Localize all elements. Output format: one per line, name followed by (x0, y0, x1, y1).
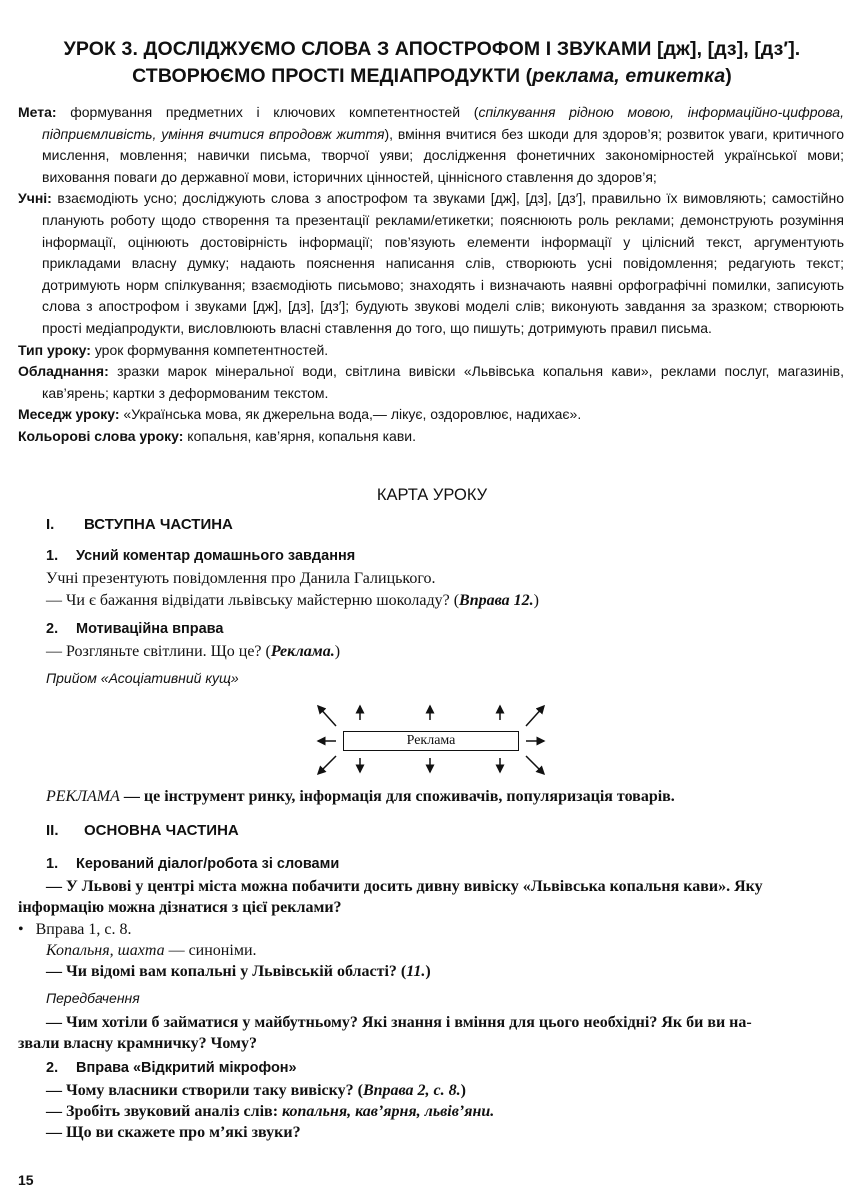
sub-number: 2. (46, 621, 59, 637)
section-2-heading (46, 822, 239, 839)
section-2-title: ОСНОВНА ЧАСТИНА (84, 822, 239, 839)
technique-label: Прийом «Асоціативний кущ» (46, 670, 239, 686)
pupils-text: взаємодіють усно; досліджують слова з апострофом та звуками [дж], [дз], [дз′], правильно їх вимовляють; самостійно планують роботу щодо створення та презентації реклами/етикетки; пояснюють роль реклами; демонструють розуміння інформації, оцінюють достовірність інформації; пов’язують елементи інформації у цілісний текст, аргументують прикладами власну думку; надають пояснення написання слів, створюють усні повідомлення; редагують текст; дотримують норм спілкування; взаємодіють письмово; знаходять і визначають наявні орфографічні помилки, записують слова з апострофом і звуками [дж], [дз], [дз′]; будують звукові моделі слів; виконують завдання за зразком; створюють прості медіапродукти, висловлюють власні ставлення до того, що пишуть; дотримують правил письма. (42, 190, 844, 336)
arrow-up-left (318, 706, 336, 726)
message-text: «Українська мова, як джерельна вода,— лікує, оздоровлює, надихає». (119, 406, 582, 423)
sub-title: Усний коментар домашнього завдання (76, 548, 356, 564)
text-line (46, 592, 539, 610)
text-part: ) (334, 643, 341, 660)
sub-title: Керований діалог/робота зі словами (76, 856, 340, 872)
text-part: — Чому власники створили таку вивіску? ( (46, 1082, 363, 1099)
title-line-2-main: СТВОРЮЄМО ПРОСТІ МЕДІАПРОДУКТИ ( (132, 65, 533, 87)
text-part: — Чи відомі вам копальні у Львівській області? ( (46, 963, 407, 980)
text-line (46, 1082, 466, 1100)
arrow-up-right (526, 706, 544, 726)
text-part-italic: 11. (406, 963, 426, 980)
type-label: Тип уроку: (18, 341, 91, 358)
pupils-label: Учні: (18, 190, 52, 207)
text-line (46, 942, 257, 960)
lesson-map-title: КАРТА УРОКУ (376, 486, 488, 504)
section-2-sub-2-heading (46, 1060, 297, 1076)
sub-number: 1. (46, 856, 59, 872)
text-part: ) (425, 963, 431, 980)
sub-number: 1. (46, 548, 59, 564)
text-part-italic: Копальня, шахта (46, 942, 165, 959)
goal-text-1: формування предметних і ключових компетентностей ( (56, 104, 479, 120)
equipment-paragraph (18, 361, 844, 404)
text-line: — У Львові у центрі міста можна побачити досить дивну вивіску «Львівська копальня кави». Яку (46, 878, 763, 895)
arrow-down-left (318, 756, 336, 774)
sub-title: Вправа «Відкритий мікрофон» (76, 1060, 297, 1076)
bullet-icon: • (18, 921, 36, 938)
text-line (46, 643, 340, 661)
text-line: — Чим хотіли б займатися у майбутньому? Які знання і вміння для цього необхідні? Як би ви на- (46, 1014, 752, 1031)
section-1-number: I. (46, 516, 55, 533)
color-words-label: Кольорові слова уроку: (18, 427, 184, 444)
equipment-label: Обладнання: (18, 363, 109, 380)
section-2-number: II. (46, 822, 59, 839)
sub-number: 2. (46, 1060, 59, 1076)
section-1-heading (46, 516, 233, 533)
text-part: ) (460, 1082, 466, 1099)
goal-label: Мета: (18, 104, 57, 120)
text-part: — Чи є бажання відвідати львівську майстерню шоколаду? ( (46, 592, 460, 609)
equipment-text: зразки марок мінеральної води, світлина вивіски «Львівська копальня кави», реклами послуг, магазинів, кав’ярень; картки з деформованим текстом. (42, 363, 844, 401)
advertising-box: Реклама (343, 731, 519, 751)
sub-title: Мотиваційна вправа (76, 621, 224, 637)
text-line: звали власну крамничку? Чому? (18, 1035, 257, 1052)
pupils-paragraph (18, 188, 844, 339)
text-part: — Зробіть звуковий аналіз слів: (46, 1103, 283, 1120)
section-1-title: ВСТУПНА ЧАСТИНА (84, 516, 233, 533)
definition-term: РЕКЛАМА (46, 788, 120, 805)
prediction-label: Передбачення (46, 990, 140, 1006)
text-part-italic: Реклама. (270, 643, 335, 660)
goal-text-italic: спілкування рідною мовою, інформаційно-цифрова, підприємливість, уміння вчитися впродовж життя (42, 104, 844, 142)
message-label: Меседж уроку: (18, 406, 120, 423)
type-text: урок формування компетентностей. (90, 341, 329, 358)
text-part: ) (533, 592, 539, 609)
color-words-paragraph (18, 426, 844, 448)
goal-paragraph (18, 102, 844, 188)
definition-text: — це інструмент ринку, інформація для споживачів, популяризація товарів. (119, 788, 675, 805)
section-2-sub-1-heading (46, 856, 339, 872)
definition-line (46, 788, 675, 806)
goal-text-2: ), вміння вчитися без шкоди для здоров’я; розвиток уваги, критичного мислення, мовлення; навички письма, творчої уяви; дослідження фонетичних закономірностей української мови; виховання поваги до державної мови, історичних цінностей, ціннісного ставлення до здоров’я; (42, 125, 844, 185)
type-paragraph (18, 340, 844, 362)
message-paragraph (18, 404, 844, 426)
lesson-meta (18, 102, 844, 448)
text-part-italic: Вправа 2, с. 8. (362, 1082, 461, 1099)
text-line: Учні презентують повідомлення про Данила Галицького. (46, 570, 436, 587)
section-1-sub-2-heading (46, 621, 223, 637)
bullet-text: Вправа 1, с. 8. (35, 921, 132, 938)
color-words-text: копальня, кав’ярня, копальня кави. (183, 427, 416, 444)
page-number: 15 (18, 1172, 34, 1188)
text-part-italic: копальня, кав’ярня, львів’яни. (282, 1103, 495, 1120)
lesson-title (30, 36, 834, 90)
arrow-down-right (526, 756, 544, 774)
text-line (46, 1103, 494, 1121)
section-1-sub-1-heading (46, 548, 355, 564)
bullet-line (18, 921, 132, 939)
text-part-italic: Вправа 12. (459, 592, 534, 609)
title-line-1: УРОК 3. ДОСЛІДЖУЄМО СЛОВА З АПОСТРОФОМ І ЗВУКАМИ [дж], [дз], [дз′]. (63, 38, 801, 60)
title-line-2-close: ) (725, 65, 732, 87)
text-line (46, 963, 431, 981)
title-line-2 (30, 63, 834, 90)
text-line: — Що ви скажете про м’які звуки? (46, 1124, 301, 1141)
text-part: — Розгляньте світлини. Що це? ( (46, 643, 271, 660)
title-line-2-italic: реклама, етикетка (532, 65, 726, 87)
text-line: інформацію можна дізнатися з цієї реклами? (18, 899, 342, 916)
text-part: — синоніми. (164, 942, 257, 959)
